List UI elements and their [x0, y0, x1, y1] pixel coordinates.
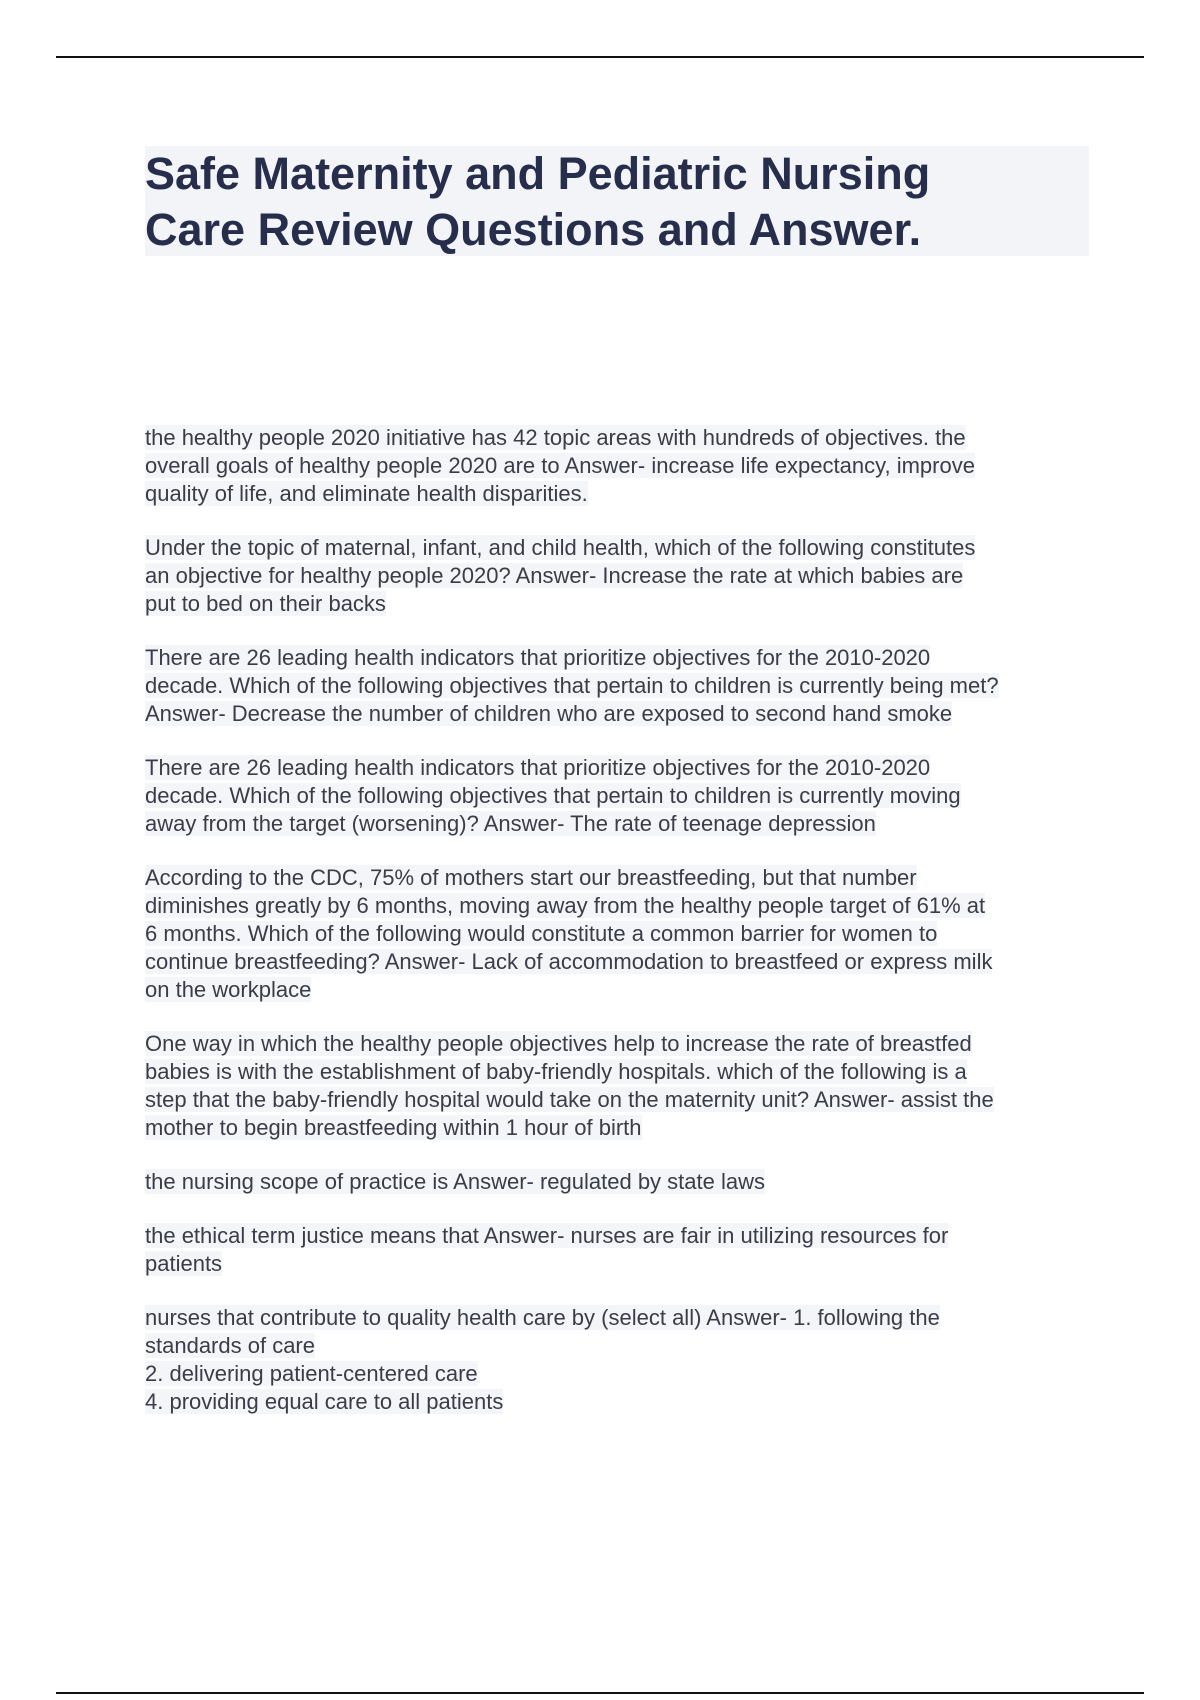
- qa-line: 4. providing equal care to all patients: [145, 1389, 504, 1414]
- qa-line: put to bed on their backs: [145, 591, 386, 616]
- qa-line: decade. Which of the following objectives that pertain to children is currently moving: [145, 783, 961, 808]
- qa-line: 2. delivering patient-centered care: [145, 1361, 478, 1386]
- qa-line: the ethical term justice means that Answer- nurses are fair in utilizing resources for: [145, 1223, 949, 1248]
- qa-item-9: [145, 1304, 1105, 1416]
- qa-item-3: [145, 644, 1105, 728]
- qa-line: nurses that contribute to quality health care by (select all) Answer- 1. following the: [145, 1305, 940, 1330]
- qa-line: According to the CDC, 75% of mothers start our breastfeeding, but that number: [145, 865, 917, 890]
- qa-line: quality of life, and eliminate health disparities.: [145, 481, 588, 506]
- qa-line: Under the topic of maternal, infant, and child health, which of the following constitutes: [145, 535, 976, 560]
- qa-line: overall goals of healthy people 2020 are to Answer- increase life expectancy, improve: [145, 453, 975, 478]
- qa-line: patients: [145, 1251, 223, 1276]
- qa-line: 6 months. Which of the following would constitute a common barrier for women to: [145, 921, 938, 946]
- qa-line: Answer- Decrease the number of children who are exposed to second hand smoke: [145, 701, 953, 726]
- qa-line: continue breastfeeding? Answer- Lack of accommodation to breastfeed or express milk: [145, 949, 993, 974]
- qa-item-7: [145, 1168, 1105, 1196]
- qa-line: an objective for healthy people 2020? Answer- Increase the rate at which babies are: [145, 563, 964, 588]
- top-divider: [56, 56, 1144, 58]
- qa-line: babies is with the establishment of baby-friendly hospitals. which of the following is a: [145, 1059, 967, 1084]
- document-title: [145, 146, 1089, 256]
- qa-item-6: [145, 1030, 1105, 1142]
- bottom-divider: [56, 1692, 1144, 1694]
- qa-item-8: [145, 1222, 1105, 1278]
- qa-line: the nursing scope of practice is Answer- regulated by state laws: [145, 1169, 765, 1194]
- qa-item-4: [145, 754, 1105, 838]
- qa-line: away from the target (worsening)? Answer- The rate of teenage depression: [145, 811, 876, 836]
- qa-line: standards of care: [145, 1333, 315, 1358]
- title-line-2: Care Review Questions and Answer.: [145, 204, 922, 255]
- qa-item-1: [145, 424, 1105, 508]
- qa-line: One way in which the healthy people objectives help to increase the rate of breastfed: [145, 1031, 972, 1056]
- qa-line: There are 26 leading health indicators that prioritize objectives for the 2010-2020: [145, 755, 931, 780]
- title-line-1: Safe Maternity and Pediatric Nursing: [145, 148, 931, 199]
- qa-line: on the workplace: [145, 977, 312, 1002]
- qa-line: mother to begin breastfeeding within 1 hour of birth: [145, 1115, 642, 1140]
- qa-line: the healthy people 2020 initiative has 42 topic areas with hundreds of objectives. the: [145, 425, 966, 450]
- qa-line: step that the baby-friendly hospital would take on the maternity unit? Answer- assist the: [145, 1087, 994, 1112]
- qa-line: diminishes greatly by 6 months, moving away from the healthy people target of 61% at: [145, 893, 986, 918]
- qa-item-2: [145, 534, 1105, 618]
- qa-item-5: [145, 864, 1105, 1004]
- qa-line: There are 26 leading health indicators that prioritize objectives for the 2010-2020: [145, 645, 931, 670]
- qa-line: decade. Which of the following objectives that pertain to children is currently being met?: [145, 673, 999, 698]
- question-answer-list: [145, 424, 1105, 1442]
